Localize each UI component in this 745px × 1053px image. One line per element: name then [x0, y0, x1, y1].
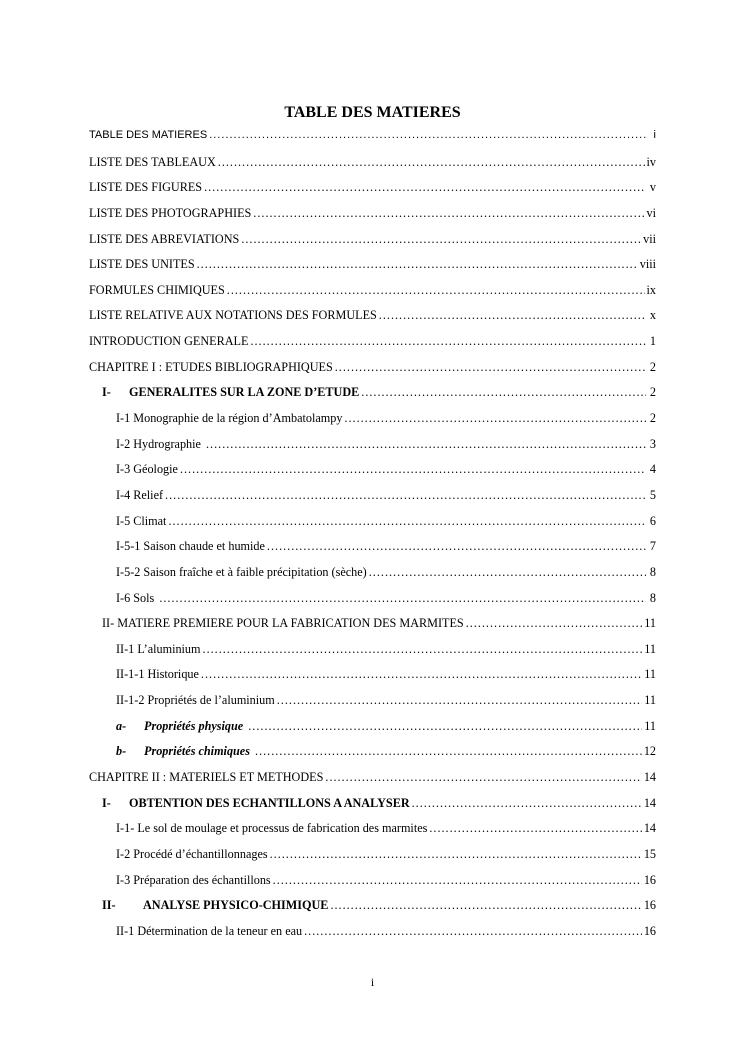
toc-entry-section[interactable]: I- GENERALITES SUR LA ZONE D’ETUDE ..... 2 [89, 385, 656, 411]
page-number: i [370, 975, 375, 989]
toc-entry-section[interactable]: II- MATIERE PREMIERE POUR LA FABRICATION DES MARMITES ..... 11 [89, 616, 656, 642]
toc-entry[interactable]: LISTE RELATIVE AUX NOTATIONS DES FORMULES ..... x [89, 308, 656, 334]
toc-entry-chapter[interactable]: CHAPITRE II : MATERIELS ET METHODES ..... 14 [89, 770, 656, 796]
toc-entry-subsection[interactable]: I-2 Hydrographie ..... 3 [89, 437, 656, 463]
toc-entry[interactable]: LISTE DES UNITES ..... viii [89, 257, 656, 283]
toc-entry-subsection[interactable]: I-1- Le sol de moulage et processus de fabrication des marmites ..... 14 [89, 821, 656, 847]
toc-entry[interactable]: LISTE DES FIGURES ..... v [89, 180, 656, 206]
toc-entry-subsection[interactable]: I-3 Préparation des échantillons ..... 16 [89, 873, 656, 899]
toc-entry-subsection[interactable]: I-1 Monographie de la région d’Ambatolampy ..... 2 [89, 411, 656, 437]
toc-entry-section[interactable]: I- OBTENTION DES ECHANTILLONS A ANALYSER ..... 14 [89, 796, 656, 822]
toc-entry-subsection[interactable]: I-6 Sols ..... 8 [89, 591, 656, 617]
toc-entry-chapter[interactable]: CHAPITRE I : ETUDES BIBLIOGRAPHIQUES ..... 2 [89, 360, 656, 386]
toc-entry-subsection[interactable]: I-3 Géologie ..... 4 [89, 462, 656, 488]
toc-entry-subsection[interactable]: I-2 Procédé d’échantillonnages ..... 15 [89, 847, 656, 873]
toc-entry-subsection[interactable]: I-5-1 Saison chaude et humide ..... 7 [89, 539, 656, 565]
toc-entry-subsection[interactable]: II-1 Détermination de la teneur en eau ..... 16 [89, 924, 656, 950]
toc-entry[interactable]: INTRODUCTION GENERALE ..... 1 [89, 334, 656, 360]
toc-entry[interactable]: FORMULES CHIMIQUES ..... ix [89, 283, 656, 309]
toc-entry-subsection[interactable]: I-5-2 Saison fraîche et à faible précipitation (sèche) ..... 8 [89, 565, 656, 591]
toc-entry-subsection[interactable]: I-4 Relief ..... 5 [89, 488, 656, 514]
toc-entry-subsection[interactable]: I-5 Climat ..... 6 [89, 514, 656, 540]
toc-entry[interactable]: TABLE DES MATIERES ..... i [89, 129, 656, 155]
toc-entry-subsection[interactable]: II-1-1 Historique ..... 11 [89, 667, 656, 693]
table-of-contents [89, 129, 656, 950]
page-title: TABLE DES MATIERES [284, 104, 461, 121]
toc-entry-subsection[interactable]: II-1 L’aluminium ..... 11 [89, 642, 656, 668]
toc-entry-section[interactable]: II- ANALYSE PHYSICO-CHIMIQUE ..... 16 [89, 898, 656, 924]
toc-entry-item[interactable]: b- Propriétés chimiques ..... 12 [89, 744, 656, 770]
toc-entry[interactable]: LISTE DES TABLEAUX ..... iv [89, 155, 656, 181]
toc-entry[interactable]: LISTE DES ABREVIATIONS ..... vii [89, 232, 656, 258]
toc-entry-subsection[interactable]: II-1-2 Propriétés de l’aluminium ..... 11 [89, 693, 656, 719]
toc-entry[interactable]: LISTE DES PHOTOGRAPHIES ..... vi [89, 206, 656, 232]
toc-entry-item[interactable]: a- Propriétés physique ..... 11 [89, 719, 656, 745]
